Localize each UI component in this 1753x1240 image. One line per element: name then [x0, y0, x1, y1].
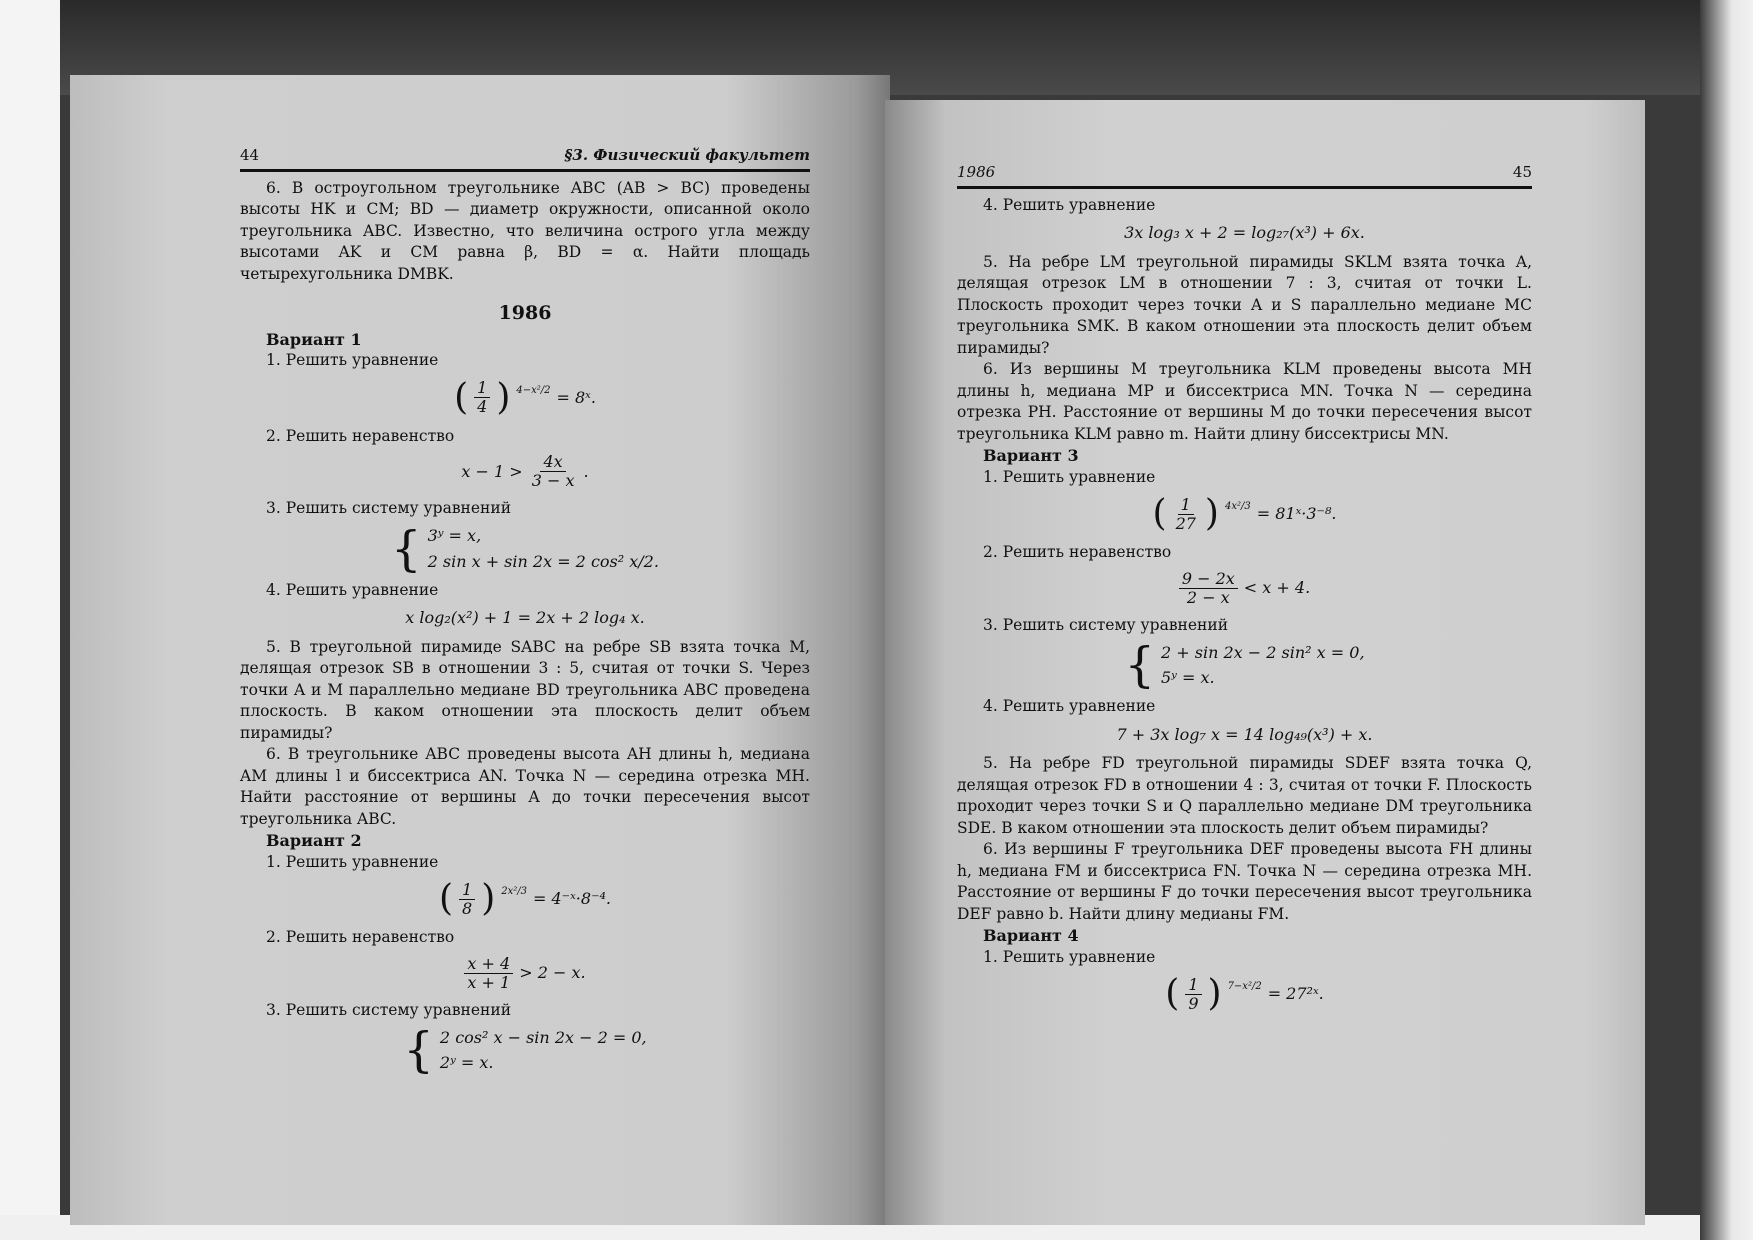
left-page-number: 44 — [240, 146, 260, 164]
left-running-title: §3. Физический факультет — [564, 146, 810, 164]
v3-task-6: 6. Из вершины F треугольника DEF проведены высота FH длины h, медиана FM и биссектриса FN. Точка N — середина отрезка MH. Расстояние от вершины F до точки пересечения высот треугольника DEF равно b. Найти длину медианы FM. — [957, 840, 1532, 923]
fraction-denominator: x + 1 — [467, 972, 511, 992]
fraction-denominator: 9 — [1188, 993, 1199, 1013]
v2-task-3: 3. Решить систему уравнений — [266, 1000, 512, 1019]
v1-formula-1: ( $\frac{1}{4}$ ) 4−x²/2 = 8ˣ. — [454, 376, 596, 418]
formula-rhs: = 27²ˣ. — [1267, 984, 1324, 1004]
scan-background-right — [1700, 0, 1753, 1240]
v3-task-1: 1. Решить уравнение — [983, 467, 1156, 486]
v2-task-2: 2. Решить неравенство — [266, 928, 455, 946]
v1-task-2: 2. Решить неравенство — [266, 426, 455, 445]
v2-task-4: 4. Решить уравнение — [983, 195, 1156, 214]
fraction-numerator: 4x — [540, 453, 565, 472]
year-heading: 1986 — [498, 302, 552, 324]
v1-system-3: { 3ʸ = x, 2 sin x + sin 2x = 2 cos² x/2. — [391, 520, 659, 577]
v1-task-6: 6. В треугольнике ABC проведены высота AH длины h, медиана AM длины l и биссектриса AN. Точка N — середина отрезка MH. Найти расстояние от вершины A до точки пересечения высот треугольника ABC. — [240, 745, 810, 828]
v3-formula-2 — [957, 570, 1532, 607]
system-row: 2ʸ = x. — [439, 1053, 494, 1072]
v1-task-1: 1. Решить уравнение — [266, 351, 439, 369]
formula-rhs: < x + 4. — [1243, 578, 1311, 598]
v2-formula-2 — [240, 955, 810, 992]
exponent: 2x²/3 — [501, 886, 527, 897]
fraction-denominator: 2 − x — [1186, 587, 1230, 607]
system-row: 3ʸ = x, — [427, 526, 482, 545]
v3-task-2: 2. Решить неравенство — [983, 543, 1172, 561]
v2-formula-1: ( $\frac{1}{8}$ ) 2x²/3 = 4⁻ˣ·8⁻⁴. — [438, 878, 612, 919]
formula-rhs: = 81ˣ·3⁻⁸. — [1256, 504, 1337, 524]
v1-formula-4: x log₂(x²) + 1 = 2x + 2 log₄ x. — [405, 608, 645, 627]
left-page — [70, 75, 890, 1225]
v1-task-5: 5. В треугольной пирамиде SABC на ребре SB взята точка M, делящая отрезок SB в отношении 3 : 5, считая от точки S. Через точки A и M параллельно медиане BD треугольника ABC проведена плоскость. В каком отношении эта плоскость делит объем пирамиды? — [240, 637, 810, 742]
v2-system-3: { 2 cos² x − sin 2x − 2 = 0, 2ʸ = x. — [403, 1022, 647, 1078]
system-row: 5ʸ = x. — [1161, 668, 1215, 687]
formula-rhs: = 4⁻ˣ·8⁻⁴. — [533, 889, 612, 909]
v1-task-4: 4. Решить уравнение — [266, 580, 439, 599]
v3-task-5: 5. На ребре FD треугольной пирамиды SDEF взята точка Q, делящая отрезок FD в отношении 4 : 3, считая от точки F. Плоскость проходит через точки S и Q параллельно медиане DM треугольника SDE. В каком отношении эта плоскость делит объем пирамиды? — [957, 754, 1532, 837]
variant-1-title: Вариант 1 — [266, 329, 362, 349]
problem-6-previous: 6. В остроугольном треугольнике ABC (AB > BC) проведены высоты HK и CM; BD — диаметр окружности, описанной около треугольника ABC. Известно, что величина острого угла между высотами AK и CM равна β, BD = α. Найти площадь четырехугольника DMBK. — [240, 178, 810, 283]
exponent: 4x²/3 — [1224, 501, 1251, 512]
right-running-head — [957, 162, 1532, 189]
v1-task-3: 3. Решить систему уравнений — [266, 499, 512, 517]
formula-rhs: > 2 − x. — [519, 963, 586, 983]
fraction-denominator: 27 — [1175, 513, 1196, 533]
v4-formula-1: ( $\frac{1}{9}$ ) 7−x²/2 = 27²ˣ. — [1165, 973, 1324, 1014]
v2-task-5: 5. На ребре LM треугольной пирамиды SKLM взята точка A, делящая отрезок LM в отношении 7 : 3, считая от точки L. Плоскость проходит через точки A и S параллельно медиане MC треугольника SMK. В каком отношении эта плоскость делит объем пирамиды? — [957, 252, 1532, 357]
left-running-head — [240, 145, 810, 172]
fraction-numerator: 1 — [474, 379, 490, 398]
scan-background-left — [0, 0, 60, 1240]
formula-tail: . — [583, 461, 589, 481]
fraction-numerator: 1 — [459, 881, 475, 900]
variant-4-title: Вариант 4 — [983, 926, 1079, 945]
fraction-numerator: 9 − 2x — [1179, 570, 1238, 589]
v1-formula-2 — [240, 453, 810, 490]
exponent: 7−x²/2 — [1227, 981, 1262, 992]
v3-task-4: 4. Решить уравнение — [983, 697, 1156, 715]
system-row: 2 + sin 2x − 2 sin² x = 0, — [1161, 642, 1365, 662]
right-page-number: 45 — [1512, 163, 1532, 181]
variant-3-title: Вариант 3 — [983, 446, 1079, 465]
v4-task-1: 1. Решить уравнение — [983, 947, 1156, 966]
system-row: 2 cos² x − sin 2x − 2 = 0, — [439, 1027, 647, 1047]
formula-rhs: = 8ˣ. — [556, 387, 596, 407]
fraction-denominator: 3 − x — [531, 471, 575, 490]
fraction-denominator: 4 — [477, 397, 488, 416]
fraction-denominator: 8 — [462, 898, 473, 918]
v3-formula-1: ( $\frac{1}{27}$ ) 4x²/3 = 81ˣ·3⁻⁸. — [1152, 493, 1337, 534]
v3-system-3: { 2 + sin 2x − 2 sin² x = 0, 5ʸ = x. — [1124, 637, 1365, 693]
variant-2-title: Вариант 2 — [266, 831, 362, 850]
v2-task-1: 1. Решить уравнение — [266, 852, 439, 871]
right-running-year: 1986 — [957, 163, 996, 181]
v3-task-3: 3. Решить систему уравнений — [983, 615, 1229, 634]
v2-formula-4: 3x log₃ x + 2 = log₂₇(x³) + 6x. — [1124, 223, 1365, 242]
right-page-column — [957, 162, 1532, 1022]
v3-formula-4: 7 + 3x log₇ x = 14 log₄₉(x³) + x. — [1116, 724, 1373, 744]
fraction-numerator: 1 — [1178, 496, 1194, 515]
right-page — [885, 100, 1645, 1225]
left-page-column — [240, 145, 810, 1081]
exponent: 4−x²/2 — [516, 384, 551, 396]
system-row: 2 sin x + sin 2x = 2 cos² x/2. — [427, 551, 659, 571]
fraction-numerator: x + 4 — [464, 955, 513, 974]
fraction-numerator: 1 — [1185, 976, 1201, 995]
formula-lhs: x − 1 > — [461, 461, 523, 481]
v2-task-6: 6. Из вершины M треугольника KLM проведены высота MH длины h, медиана MP и биссектриса MN. Точка N — середина отрезка PH. Расстояние от вершины M до точки пересечения высот треугольника KLM равно m. Найти длину биссектрисы MN. — [957, 360, 1532, 443]
